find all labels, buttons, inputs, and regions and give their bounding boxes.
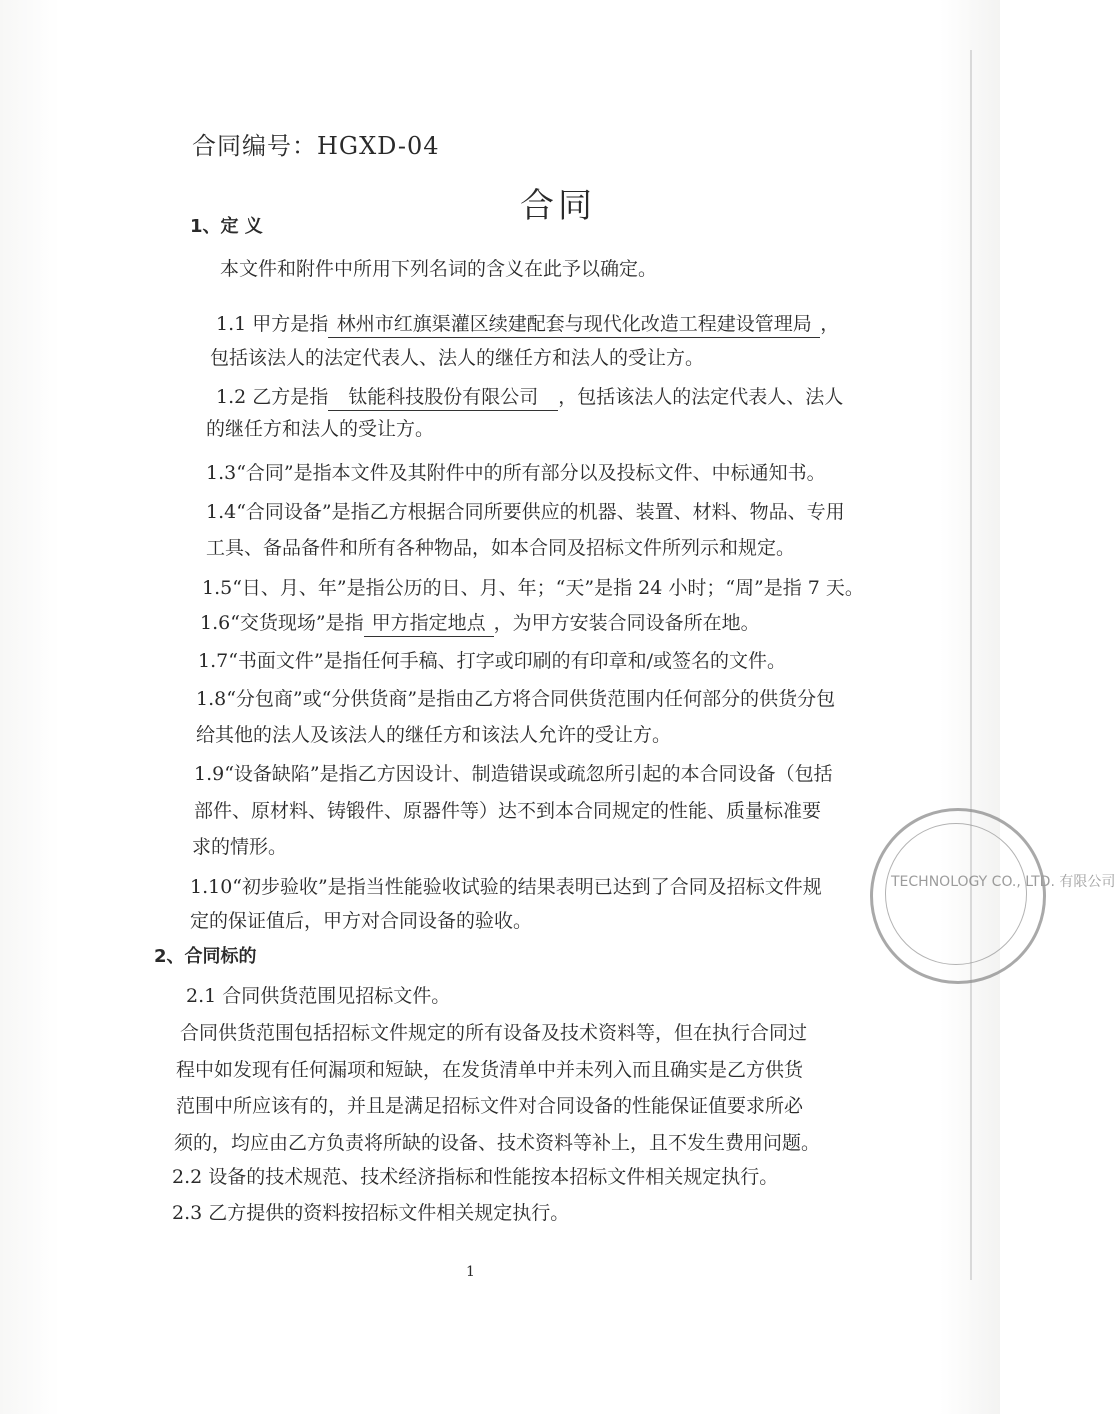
item-1-10-line2: 定的保证值后，甲方对合同设备的验收。 [190,910,533,932]
item-1-9-line1: 1.9“设备缺陷”是指乙方因设计、制造错误或疏忽所引起的本合同设备（包括 [194,763,833,785]
item-1-7: 1.7“书面文件”是指任何手稿、打字或印刷的有印章和/或签名的文件。 [198,650,787,672]
document-title: 合同 [520,186,596,226]
seal-text: TECHNOLOGY CO., LTD. 有限公司 [891,874,1115,890]
contract-number: 合同编号：HGXD-04 [192,132,440,160]
company-seal-stamp [870,808,1115,984]
page-number: 1 [466,1264,475,1280]
section2-para-line4: 须的，均应由乙方负责将所缺的设备、技术资料等补上，且不发生费用问题。 [174,1132,821,1154]
item-1-2-continuation: 的继任方和法人的受让方。 [206,418,435,440]
page-edge-shadow [970,50,972,1280]
section2-heading: 2、合同标的 [154,946,257,967]
item-1-9-line2: 部件、原材料、铸锻件、原器件等）达不到本合同规定的性能、质量标准要 [194,800,822,822]
item-2-2: 2.2 设备的技术规范、技术经济指标和性能按本招标文件相关规定执行。 [172,1166,779,1188]
item-1-2-prefix: 1.2 乙方是指 [216,386,329,408]
item-1-6 [200,610,760,637]
item-1-10-line1: 1.10“初步验收”是指当性能验收试验的结果表明已达到了合同及招标文件规 [190,876,822,898]
delivery-site-field: 甲方指定地点 [364,610,494,637]
item-2-1: 2.1 合同供货范围见招标文件。 [186,985,451,1007]
item-1-6-suffix: ，为甲方安装合同设备所在地。 [493,612,760,634]
section2-para-line1: 合同供货范围包括招标文件规定的所有设备及技术资料等，但在执行合同过 [180,1022,808,1044]
item-1-9-line3: 求的情形。 [192,836,288,858]
item-1-6-prefix: 1.6“交货现场”是指 [200,612,364,634]
item-1-8-line2: 给其他的法人及该法人的继任方和该法人允许的受让方。 [196,724,672,746]
item-1-1-suffix: ， [820,313,840,335]
party-a-field: 林州市红旗渠灌区续建配套与现代化改造工程建设管理局 [328,311,820,338]
item-2-3: 2.3 乙方提供的资料按招标文件相关规定执行。 [172,1202,570,1224]
item-1-2-suffix: ，包括该法人的法定代表人、法人 [558,386,844,408]
party-b-field: 钛能科技股份有限公司 [328,384,558,411]
section1-heading: 1、定 义 [190,216,263,237]
section2-para-line2: 程中如发现有任何漏项和短缺，在发货清单中并未列入而且确实是乙方供货 [176,1059,804,1081]
item-1-1-continuation: 包括该法人的法定代表人、法人的继任方和法人的受让方。 [210,347,705,369]
item-1-4-line2: 工具、备品备件和所有各种物品，如本合同及招标文件所列示和规定。 [206,537,796,559]
item-1-1-prefix: 1.1 甲方是指 [216,313,329,335]
item-1-3: 1.3“合同”是指本文件及其附件中的所有部分以及投标文件、中标通知书。 [206,462,826,484]
item-1-1 [216,311,839,338]
item-1-4-line1: 1.4“合同设备”是指乙方根据合同所要供应的机器、装置、材料、物品、专用 [206,501,845,523]
section2-para-line3: 范围中所应该有的，并且是满足招标文件对合同设备的性能保证值要求所必 [176,1095,804,1117]
item-1-2 [216,384,843,411]
section1-intro: 本文件和附件中所用下列名词的含义在此予以确定。 [220,258,658,280]
item-1-5: 1.5“日、月、年”是指公历的日、月、年；“天”是指 24 小时；“周”是指 7 天。 [202,577,864,599]
seal-inner-ring [885,823,1027,965]
item-1-8-line1: 1.8“分包商”或“分供货商”是指由乙方将合同供货范围内任何部分的供货分包 [196,688,836,710]
